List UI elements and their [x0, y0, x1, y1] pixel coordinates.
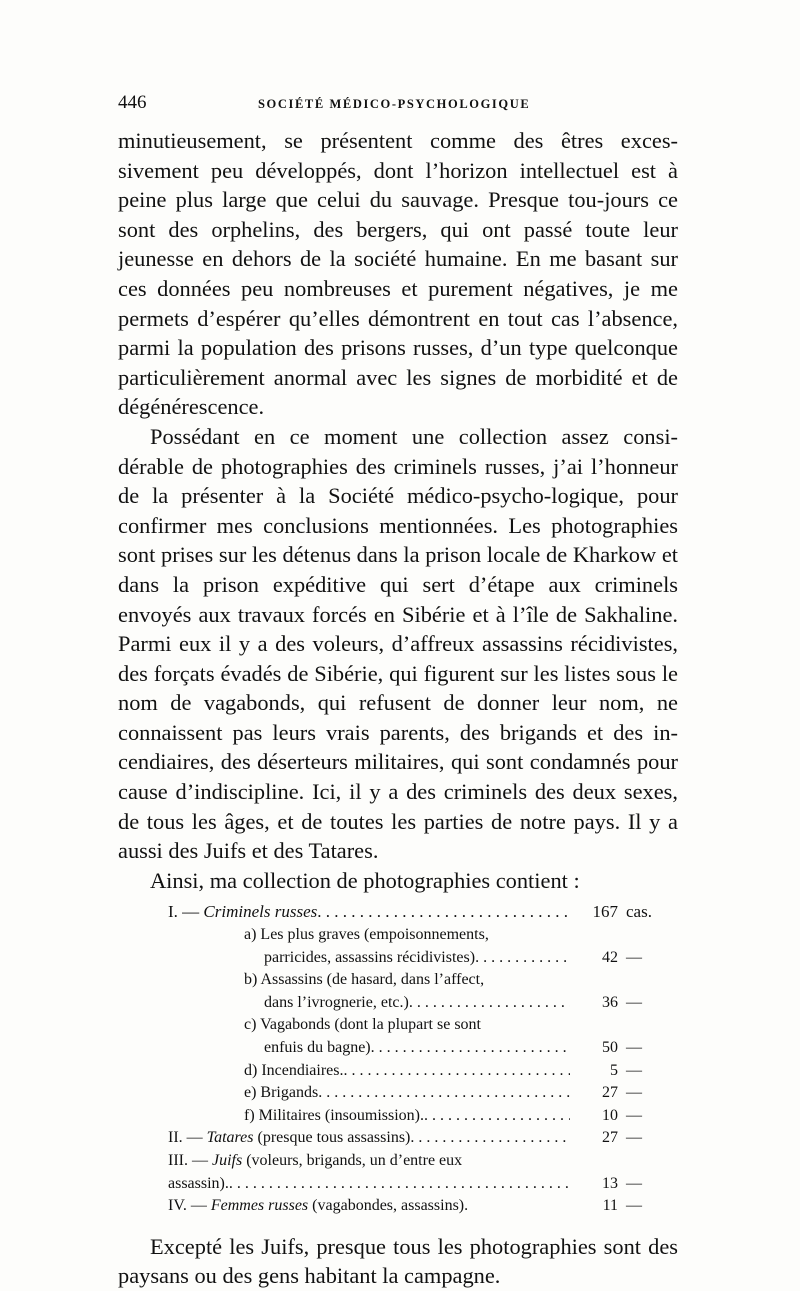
table-row: parricides, assassins récidivistes) . . . 42 — [118, 947, 678, 970]
paragraph-intro-list: Ainsi, ma collection de photographies contient : [150, 867, 580, 893]
table-row: dans l’ivrognerie, etc.) . . . 36 — [118, 992, 678, 1015]
row-unit: — [626, 1039, 642, 1056]
row-unit: — [626, 1197, 642, 1215]
row-unit: — [626, 993, 642, 1011]
paragraph-collection: Possédant en ce moment une collection assez consi-dérable de photographies des criminels russes, j’ai l’honneur de la présenter à la Société médico-psycho-logique, pour confirmer mes conclusions mentionnées. Les photographies sont prises sur les détenus dans la prison locale de Kharkow et dans la prison expéditive qui sert d’étape aux criminels envoyés aux travaux forcés en Sibérie et à l’île de Sakhaline. Parmi eux il y a des voleurs, d’affreux assassins récidivistes, des forçats évadés de Sibérie, qui figurent sur les listes sous le nom de vagabonds, qui refusent de donner leur nom, ne connaissent pas leurs vrais parents, des brigands et des in-cendiaires, des déserteurs militaires, qui sont condamnés pour cause d’indiscipline. Ici, il y a des criminels des deux sexes, de tous les âges, et de toutes les parties de notre pays. Il y a aussi des Juifs et des Tatares. [118, 423, 678, 864]
table-row: f) Militaires (insoumission). . . . 10 — [118, 1105, 678, 1128]
paragraph-continuation: minutieusement, se présentent comme des êtres exces-sivement peu développés, dont l’horizon intellectuel est à peine plus large que celui du sauvage. Presque tou-jours ce sont des orphelins, des bergers, qui ont passé toute leur jeunesse en dehors de la société humaine. En me basant sur ces données peu nombreuses et purement négatives, je me permets d’espérer qu’elles démontrent en tout cas l’absence, parmi la population des prisons russes, d’un type quelconque particulièrement anormal avec les signes de morbidité et de dégénérescence. [118, 128, 678, 420]
table-row: c) Vagabonds (dont la plupart se sont [244, 1016, 481, 1034]
row-unit: — [626, 1106, 642, 1124]
table-row: I. — Criminels russes . . . 167 cas. [118, 901, 678, 924]
row-unit: — [626, 1061, 642, 1079]
row-value: 42 [570, 947, 618, 970]
table-row: a) Les plus graves (empoisonnements, [244, 926, 489, 944]
page-number: 446 [118, 92, 147, 113]
table-row: assassin). . . . 13 — [118, 1173, 678, 1196]
running-header [118, 92, 678, 122]
row-value: 27 [570, 1127, 618, 1150]
table-row: b) Assassins (de hasard, dans l’affect, [244, 971, 485, 989]
row-value: 13 [570, 1173, 618, 1196]
statistics-table [118, 901, 678, 1217]
row-value: 10 [570, 1105, 618, 1128]
book-page [118, 92, 678, 1291]
table-row: IV. — Femmes russes (vagabondes, assassins). 11 — [118, 1195, 678, 1218]
row-unit: — [626, 1129, 642, 1147]
row-value: 27 [570, 1082, 618, 1105]
row-unit: — [626, 1084, 642, 1102]
table-row: II. — Tatares (presque tous assassins) . . . 27 — [118, 1127, 678, 1150]
row-unit: — [626, 1174, 642, 1192]
row-unit: cas. [626, 902, 652, 922]
body-text [118, 126, 678, 895]
row-value: 50 [570, 1037, 618, 1060]
closing-paragraph: Excepté les Juifs, presque tous les photographies sont des paysans ou des gens habitant la campagne. [118, 1233, 678, 1289]
table-row: d) Incendiaires. . . . 5 — [118, 1060, 678, 1083]
row-value: 167 [570, 901, 618, 924]
row-value: 5 [570, 1060, 618, 1083]
row-value: 11 [570, 1195, 618, 1218]
table-row: e) Brigands . . . 27 — [118, 1082, 678, 1105]
row-unit: — [626, 948, 642, 966]
running-title: SOCIÉTÉ MÉDICO-PSYCHOLOGIQUE [258, 97, 531, 111]
table-row: III. — Juifs (voleurs, brigands, un d’entre eux [168, 1151, 463, 1169]
row-value: 36 [570, 992, 618, 1015]
table-row: enfuis du bagne) . . . 50 — [118, 1037, 678, 1060]
